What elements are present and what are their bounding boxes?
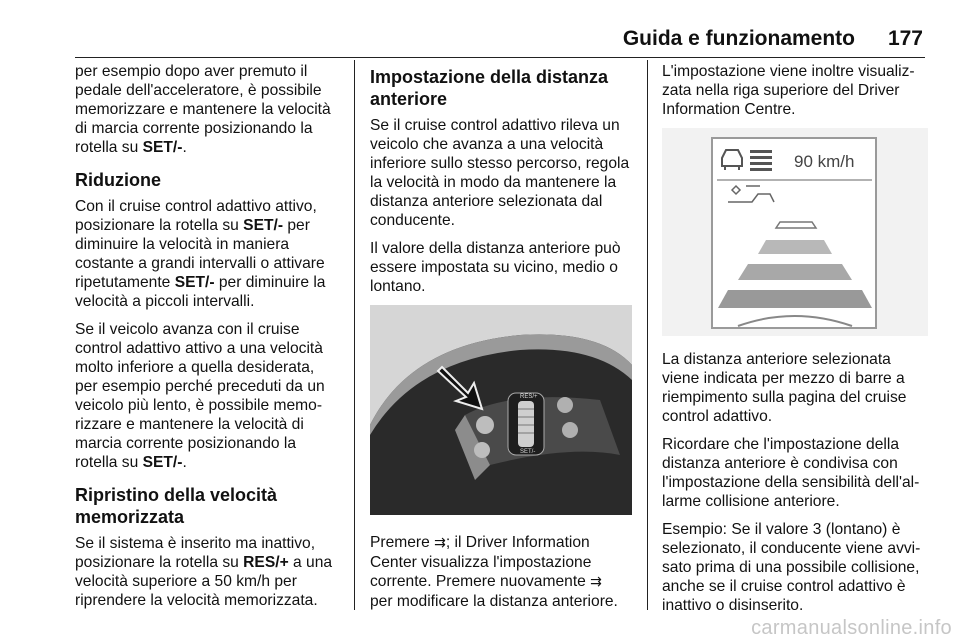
paragraph: per esempio dopo aver premuto il pedale dell'acceleratore, è possibile memorizzare e mantenere la velocità di marcia corrente posizionando la rotella su SET/-.	[75, 63, 331, 156]
heading-impostazione: Impostazione della distanza anteriore	[370, 67, 609, 109]
heading-ripristino: Ripristino della velocità memorizzata	[75, 485, 278, 527]
wheel-label-res: RES/+	[520, 394, 538, 400]
paragraph: Se il veicolo avanza con il cruise control adattivo attivo a una velocità molto inferiore a quella desiderata, per esempio perché preceduti da un veicolo più lento, è possibile memo- rizzare e mantenere la velocità di marcia corrente posizionando la rotella su SET/-.	[75, 321, 325, 471]
column-middle	[370, 62, 635, 620]
distance-bar-2	[758, 240, 832, 254]
steering-wheel-illustration	[370, 305, 632, 515]
paragraph: Con il cruise control adattivo attivo, posizionare la rotella su SET/- per diminuire la velocità in maniera costante a grandi intervalli o attivare ripetutamente SET/- per diminuire la velocità a piccoli intervalli.	[75, 198, 326, 310]
distance-bar-3	[738, 264, 852, 280]
column-right	[662, 62, 927, 624]
heading-riduzione: Riduzione	[75, 170, 161, 190]
dic-speed-readout: 90 km/h	[794, 152, 855, 171]
section-title: Guida e funzionamento	[622, 27, 855, 50]
follow-distance-icon: ⇉	[434, 535, 446, 551]
page-header	[75, 20, 925, 58]
paragraph: Il valore della distanza anteriore può essere impostata su vicino, medio o lontano.	[370, 240, 621, 295]
column-divider	[354, 60, 355, 610]
paragraph: La distanza anteriore selezionata viene indicata per mezzo di barre a riempimento sulla pagina del cruise control adattivo.	[662, 351, 907, 425]
paragraph: Se il cruise control adattivo rileva un veicolo che avanza a una velocità inferiore sullo stesso percorso, regola la velocità in modo da mantenere la distanza anteriore selezionata dal conducente.	[370, 117, 630, 229]
paragraph: Esempio: Se il valore 3 (lontano) è selezionato, il conducente viene avvi- sato prima di una possibile collisione, anche se il cruise control adattivo è inattivo o disinserito.	[662, 521, 921, 614]
follow-distance-icon: ⇉	[590, 574, 602, 590]
page-number: 177	[887, 27, 923, 50]
paragraph: L'impostazione viene inoltre visualiz- zata nella riga superiore del Driver Information Centre.	[662, 63, 915, 118]
paragraph: Se il sistema è inserito ma inattivo, posizionare la rotella su RES/+ a una velocità superiore a 50 km/h per riprendere la velocità memorizzata.	[75, 535, 333, 609]
distance-bar-4	[718, 290, 872, 308]
paragraph: Premere ⇉; il Driver Information Center visualizza l'impostazione corrente. Premere nuovamente ⇉ per modificare la distanza anteriore.	[370, 534, 618, 610]
paragraph: Ricordare che l'impostazione della distanza anteriore è condivisa con l'impostazione della sensibilità dell'al- larme collisione anteriore.	[662, 436, 920, 510]
column-left	[75, 62, 350, 619]
column-divider	[647, 60, 648, 610]
wheel-label-set: SET/-	[520, 449, 536, 455]
driver-information-centre-illustration	[662, 128, 928, 336]
watermark: carmanualsonline.info	[751, 617, 952, 639]
